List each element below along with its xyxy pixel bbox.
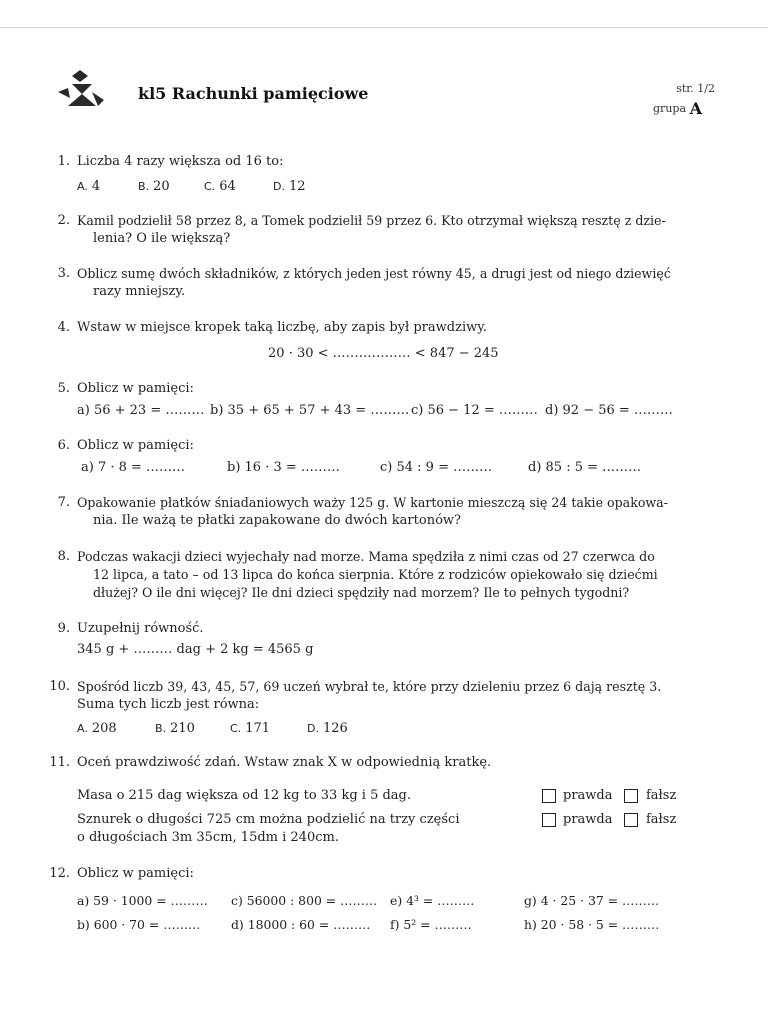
question-number: 6. (57, 438, 70, 453)
question-number: 11. (49, 755, 70, 770)
answer-option-c: C. 64 (204, 179, 236, 194)
question-text: Oblicz w pamięci: (77, 866, 194, 881)
question-text: lenia? O ile większą? (93, 231, 231, 246)
tangram-logo-icon (58, 70, 106, 110)
question-text: Suma tych liczb jest równa: (77, 697, 260, 712)
false-label: fałsz (646, 788, 677, 803)
answer-option-b: B. 210 (155, 721, 195, 736)
exercise-item: a) 7 · 8 = ……… (81, 460, 186, 475)
worksheet-title: kl5 Rachunki pamięciowe (138, 84, 369, 103)
exercise-item: a) 56 + 23 = ……… (77, 403, 205, 418)
exercise-item: c) 54 : 9 = ……… (380, 460, 493, 475)
page-top-rule (0, 27, 768, 28)
question-text: nia. Ile ważą te płatki zapakowane do dwóch kartonów? (93, 513, 461, 528)
exercise-item: d) 92 − 56 = ……… (545, 403, 673, 418)
exercise-item: e) 4³ = ……… (390, 893, 475, 908)
exercise-item: d) 18000 : 60 = ……… (231, 917, 371, 932)
question-text: Uzupełnij równość. (77, 621, 204, 636)
question-number: 2. (57, 213, 70, 228)
true-checkbox-2[interactable] (542, 813, 556, 827)
question-text: razy mniejszy. (93, 284, 186, 299)
true-checkbox-1[interactable] (542, 789, 556, 803)
true-label: prawda (563, 788, 613, 803)
question-number: 10. (49, 679, 70, 694)
question-text: Oceń prawdziwość zdań. Wstaw znak X w odpowiednią kratkę. (77, 755, 492, 770)
statement-2: Sznurek o długości 725 cm można podzielić na trzy części (77, 812, 460, 827)
group-letter: A (689, 99, 702, 118)
false-checkbox-2[interactable] (624, 813, 638, 827)
question-number: 9. (57, 621, 70, 636)
question-text: dłużej? O ile dni więcej? Ile dni dzieci spędziły nad morzem? Ile to pełnych tygodni? (93, 585, 630, 600)
exercise-item: b) 35 + 65 + 57 + 43 = ……… (210, 403, 410, 418)
exercise-item: c) 56000 : 800 = ……… (231, 893, 378, 908)
exercise-item: d) 85 : 5 = ……… (528, 460, 642, 475)
question-text: 12 lipca, a tato – od 13 lipca do końca sierpnia. Które z rodziców opiekowało się dziećmi (93, 567, 658, 582)
question-text: Oblicz sumę dwóch składników, z których jeden jest równy 45, a drugi jest od niego dziewięć (77, 266, 671, 281)
question-text: Wstaw w miejsce kropek taką liczbę, aby zapis był prawdziwy. (77, 320, 487, 335)
exercise-item: b) 16 · 3 = ……… (227, 460, 340, 475)
question-text: Liczba 4 razy większa od 16 to: (77, 154, 284, 169)
group-label: grupa (653, 102, 686, 115)
math-expression: 345 g + ……… dag + 2 kg = 4565 g (77, 642, 314, 657)
exercise-item: b) 600 · 70 = ……… (77, 917, 201, 932)
true-label: prawda (563, 812, 613, 827)
answer-option-d: D. 12 (273, 179, 306, 194)
false-label: fałsz (646, 812, 677, 827)
math-expression: 20 · 30 < ……………… < 847 − 245 (268, 346, 499, 361)
question-number: 8. (57, 549, 70, 564)
exercise-item: g) 4 · 25 · 37 = ……… (524, 893, 660, 908)
question-number: 4. (57, 320, 70, 335)
question-text: Oblicz w pamięci: (77, 381, 194, 396)
answer-option-c: C. 171 (230, 721, 271, 736)
answer-option-b: B. 20 (138, 179, 170, 194)
exercise-item: f) 5² = ……… (390, 917, 472, 932)
question-number: 1. (57, 154, 70, 169)
question-number: 5. (57, 381, 70, 396)
answer-option-d: D. 126 (307, 721, 348, 736)
question-number: 7. (57, 495, 70, 510)
question-text: Oblicz w pamięci: (77, 438, 194, 453)
question-number: 3. (57, 266, 70, 281)
question-text: Kamil podzielił 58 przez 8, a Tomek podzielił 59 przez 6. Kto otrzymał większą resztę z dzie- (77, 213, 666, 228)
answer-option-a: A. 4 (77, 179, 101, 194)
exercise-item: h) 20 · 58 · 5 = ……… (524, 917, 660, 932)
question-text: Opakowanie płatków śniadaniowych waży 125 g. W kartonie mieszczą się 24 takie opakowa- (77, 495, 668, 510)
statement-2-continued: o długościach 3m 35cm, 15dm i 240cm. (77, 830, 339, 845)
page-number: str. 1/2 (676, 82, 715, 95)
statement-1: Masa o 215 dag większa od 12 kg to 33 kg i 5 dag. (77, 788, 412, 803)
answer-option-a: A. 208 (77, 721, 117, 736)
question-text: Podczas wakacji dzieci wyjechały nad morze. Mama spędziła z nimi czas od 27 czerwca do (77, 549, 655, 564)
exercise-item: c) 56 − 12 = ……… (411, 403, 538, 418)
question-text: Spośród liczb 39, 43, 45, 57, 69 uczeń wybrał te, które przy dzieleniu przez 6 dają resztę 3. (77, 679, 662, 694)
false-checkbox-1[interactable] (624, 789, 638, 803)
exercise-item: a) 59 · 1000 = ……… (77, 893, 208, 908)
question-number: 12. (49, 866, 70, 881)
